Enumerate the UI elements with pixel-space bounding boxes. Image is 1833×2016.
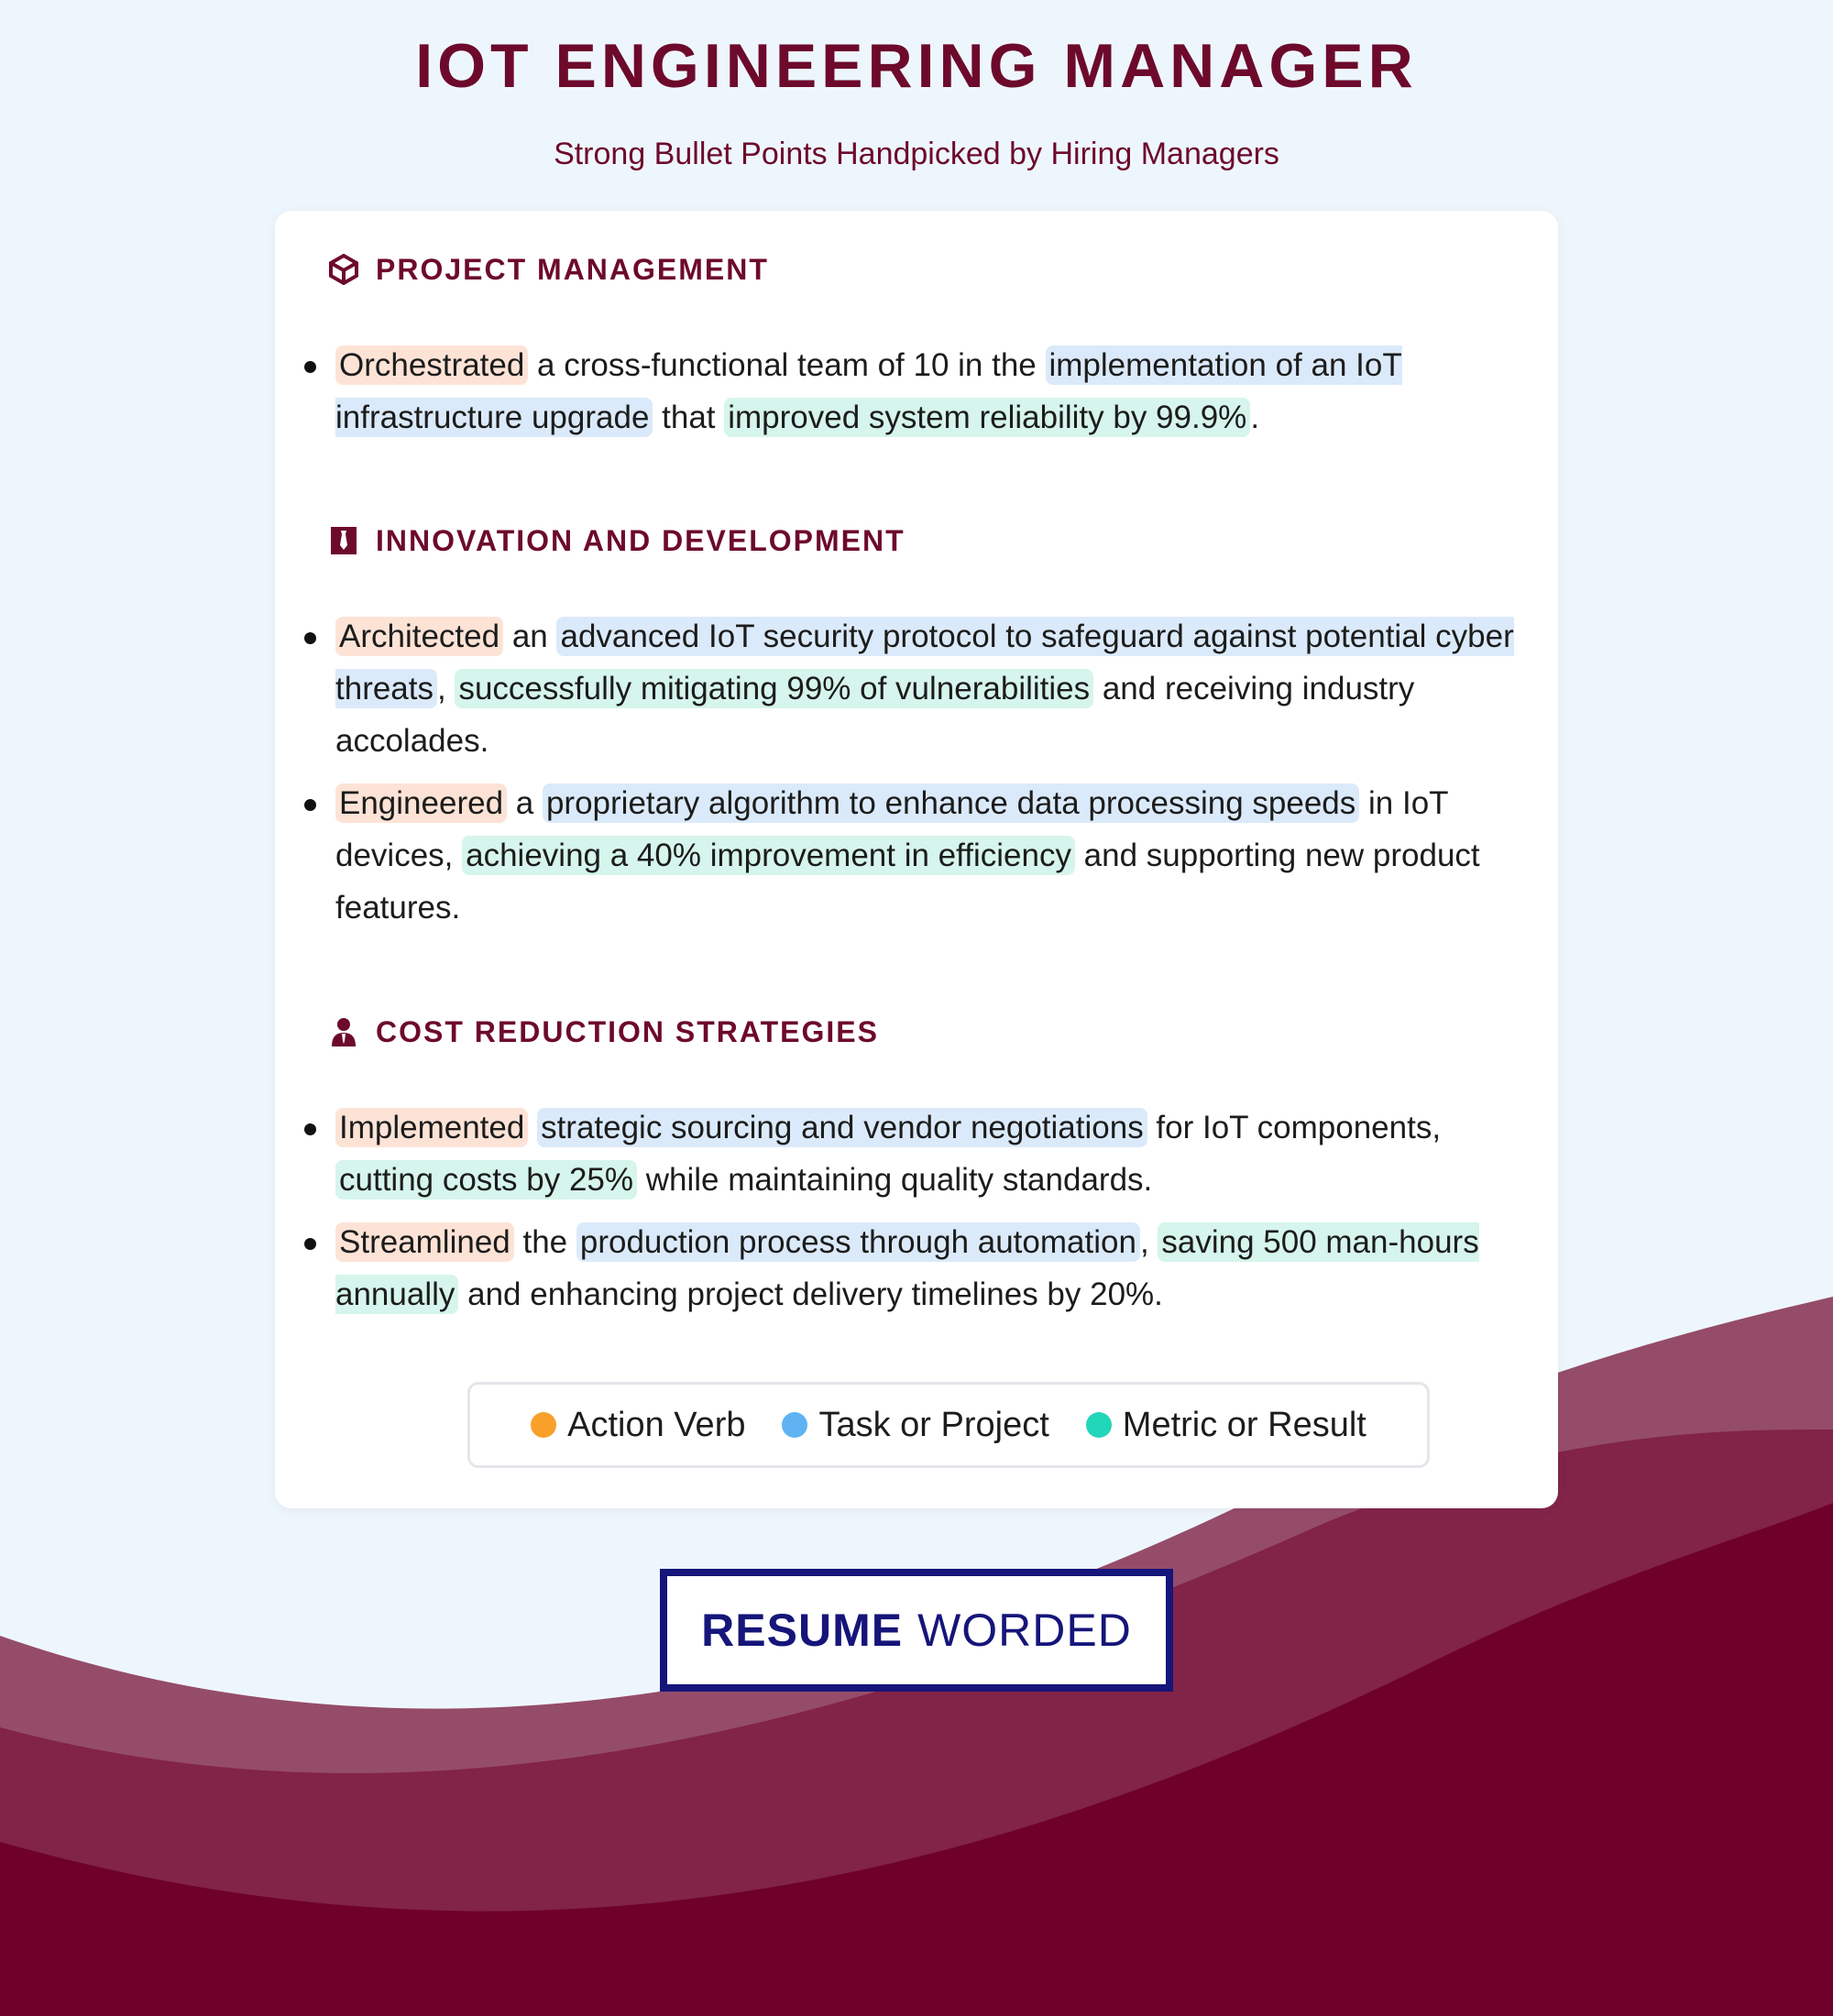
bullet-item xyxy=(275,777,1558,934)
bullet-item xyxy=(275,1101,1558,1206)
page-header xyxy=(0,27,1833,172)
action-verb-highlight: Architected xyxy=(335,617,503,656)
section-heading xyxy=(328,522,906,559)
plain-text: the xyxy=(513,1224,576,1260)
metric-result-highlight: achieving a 40% improvement in efficiency xyxy=(462,836,1075,875)
section-heading-text: INNOVATION AND DEVELOPMENT xyxy=(376,523,906,557)
legend-dot xyxy=(531,1412,556,1438)
plain-text: for IoT components, xyxy=(1147,1110,1442,1145)
metric-result-highlight: successfully mitigating 99% of vulnerabilities xyxy=(455,669,1093,708)
bullet-list xyxy=(275,610,1558,934)
plain-text: while maintaining quality standards. xyxy=(637,1162,1153,1198)
plain-text: , xyxy=(437,671,456,707)
plain-text: a cross-functional team of 10 in the xyxy=(528,347,1046,383)
highlight-legend xyxy=(467,1382,1430,1468)
legend-item-action-verb xyxy=(531,1406,745,1445)
cube-icon xyxy=(328,254,359,285)
task-project-highlight: production process through automation xyxy=(576,1222,1140,1262)
plain-text: . xyxy=(1250,400,1260,435)
legend-dot xyxy=(1086,1412,1112,1438)
legend-dot xyxy=(782,1412,807,1438)
task-project-highlight: proprietary algorithm to enhance data processing speeds xyxy=(543,783,1359,823)
legend-label: Metric or Result xyxy=(1122,1405,1367,1444)
plain-text: , xyxy=(1139,1224,1158,1260)
section-heading-text: COST REDUCTION STRATEGIES xyxy=(376,1014,879,1048)
plain-text: that xyxy=(653,400,725,435)
plain-text: and receiving industry accolades. xyxy=(335,671,1415,759)
task-project-highlight: implementation of an IoT infrastructure upgrade xyxy=(335,347,1402,435)
plain-text: and supporting new product features. xyxy=(335,838,1480,926)
bullet-item xyxy=(275,339,1558,444)
page-title: IOT ENGINEERING MANAGER xyxy=(415,31,1418,101)
plain-text: in IoT devices, xyxy=(335,785,1448,873)
metric-result-highlight: cutting costs by 25% xyxy=(335,1160,637,1200)
manager-icon xyxy=(328,1016,359,1047)
resume-worded-logo[interactable] xyxy=(660,1569,1173,1692)
section-heading xyxy=(328,251,769,288)
action-verb-highlight: Engineered xyxy=(335,783,507,823)
action-verb-highlight: Streamlined xyxy=(335,1222,514,1262)
logo-text-worded: WORDED xyxy=(917,1605,1132,1656)
plain-text: a xyxy=(507,785,543,821)
metric-result-highlight: saving 500 man-hours annually xyxy=(335,1224,1479,1312)
task-project-highlight: advanced IoT security protocol to safeguard against potential cyber threats xyxy=(335,619,1514,707)
action-verb-highlight: Implemented xyxy=(335,1108,528,1147)
bullet-list xyxy=(275,339,1558,444)
bullet-points-card xyxy=(275,211,1558,1508)
plain-text: an xyxy=(503,619,557,654)
metric-result-highlight: improved system reliability by 99.9% xyxy=(724,398,1250,437)
section-heading xyxy=(328,1013,879,1050)
bullet-item xyxy=(275,610,1558,767)
plain-text xyxy=(528,1110,537,1145)
legend-item-metric-result xyxy=(1086,1406,1367,1445)
legend-label: Task or Project xyxy=(818,1405,1049,1444)
plain-text: and enhancing project delivery timelines by 20%. xyxy=(458,1276,1163,1312)
action-verb-highlight: Orchestrated xyxy=(335,345,528,385)
legend-item-task-project xyxy=(782,1406,1048,1445)
section-heading-text: PROJECT MANAGEMENT xyxy=(376,252,769,286)
page-subtitle: Strong Bullet Points Handpicked by Hiring Managers xyxy=(554,137,1279,171)
task-project-highlight: strategic sourcing and vendor negotiations xyxy=(537,1108,1147,1147)
tie-icon xyxy=(328,525,359,556)
bullet-item xyxy=(275,1216,1558,1320)
legend-label: Action Verb xyxy=(567,1405,746,1444)
bullet-list xyxy=(275,1101,1558,1320)
logo-text-resume: RESUME xyxy=(701,1605,904,1656)
